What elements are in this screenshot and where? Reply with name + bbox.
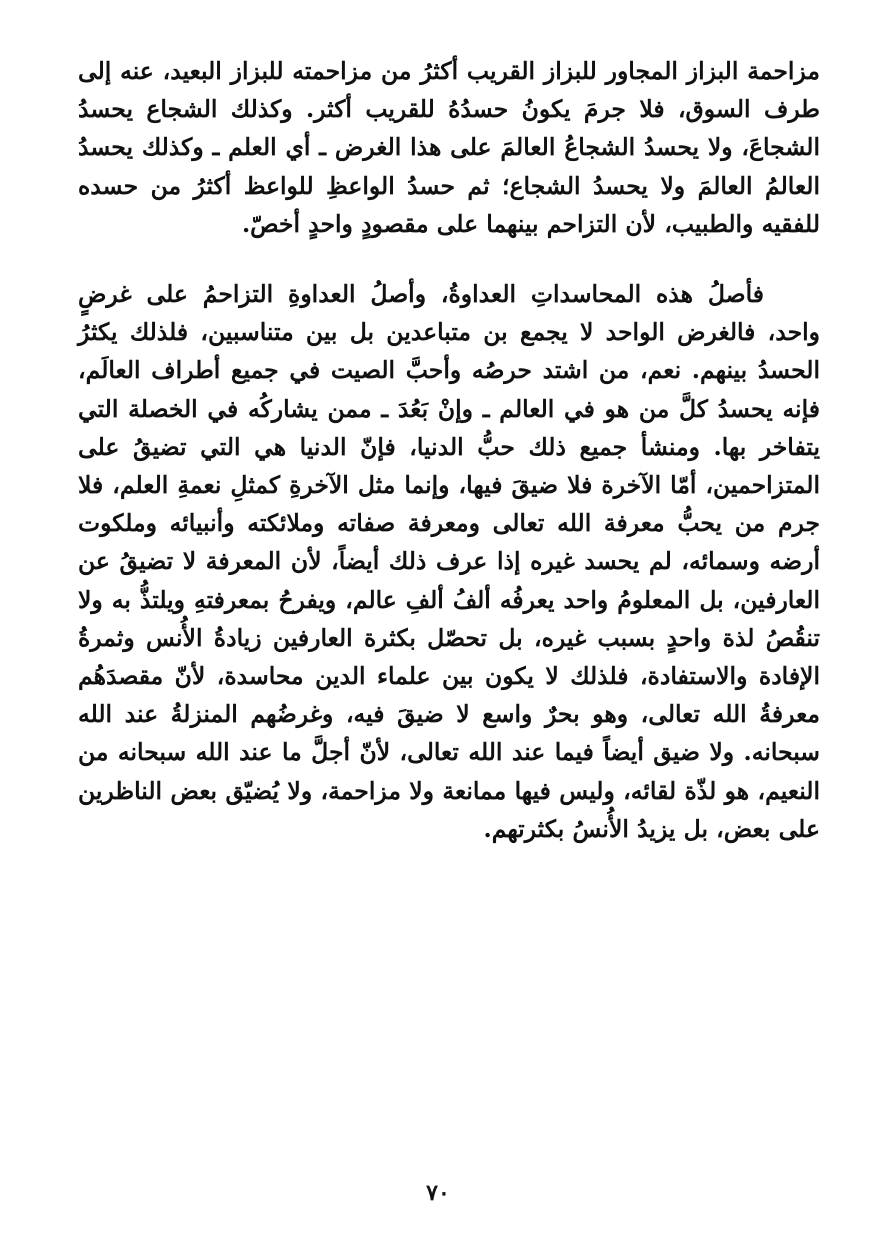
page-number: ٧٠ [426,1180,450,1206]
paragraph-2: فأصلُ هذه المحاسداتِ العداوةُ، وأصلُ العداوةِ التزاحمُ على غرضٍ واحد، فالغرض الواحد لا يجمع بن متباعدين بل بين متناسبين، فلذلك يكثرُ الحسدُ بينهم. نعم، من اشتد حرصُه وأحبَّ الصيت في جميع أطراف العالَم، فإنه يحسدُ كلَّ من هو في العالم ـ وإنْ بَعُدَ ـ ممن يشاركُه في الخصلة التي يتفاخر بها. ومنشأ جميع ذلك حبُّ الدنيا، فإنّ الدنيا هي التي تضيقُ على المتزاحمين، أمّا الآخرة فلا ضيقَ فيها، وإنما مثل الآخرةِ كمثلِ نعمةِ العلم، فلا جرم من يحبُّ معرفة الله تعالى ومعرفة صفاته وملائكته وأنبيائه وملكوت أرضه وسمائه، لم يحسد غيره إذا عرف ذلك أيضاً، لأن المعرفة لا تضيقُ عن العارفين، بل المعلومُ واحد يعرفُه ألفُ ألفِ عالم، ويفرحُ بمعرفتهِ ويلتذُّ به ولا تنقُصُ لذة واحدٍ بسبب غيره، بل تحصّل بكثرة العارفين زيادةُ الأُنس وثمرةُ الإفادة والاستفادة، فلذلك لا يكون بين علماء الدين محاسدة، لأنّ مقصدَهُم معرفةُ الله تعالى، وهو بحرٌ واسع لا ضيقَ فيه، وغرضُهم المنزلةُ عند الله سبحانه. ولا ضيق أيضاً فيما عند الله تعالى، لأنّ أجلَّ ما عند الله سبحانه من النعيم، هو لذّة لقائه، وليس فيها ممانعة ولا مزاحمة، ولا يُضيّق بعض الناظرين على بعض، بل يزيدُ الأُنسُ بكثرتهم. [78,280,820,843]
paragraph-1: مزاحمة البزاز المجاور للبزاز القريب أكثرُ من مزاحمته للبزاز البعيد، عنه إلى طرف السوق، فلا جرمَ يكونُ حسدُهُ للقريب أكثر. وكذلك الشجاع يحسدُ الشجاعَ، ولا يحسدُ الشجاعُ العالمَ على هذا الغرض ـ أي العلم ـ وكذلك يحسدُ العالمُ العالمَ ولا يحسدُ الشجاع؛ ثم حسدُ الواعظِ للواعظ أكثرُ من حسده للفقيه والطبيب، لأن التزاحم بينهما على مقصودٍ واحدٍ أخصّ. [78,57,820,238]
